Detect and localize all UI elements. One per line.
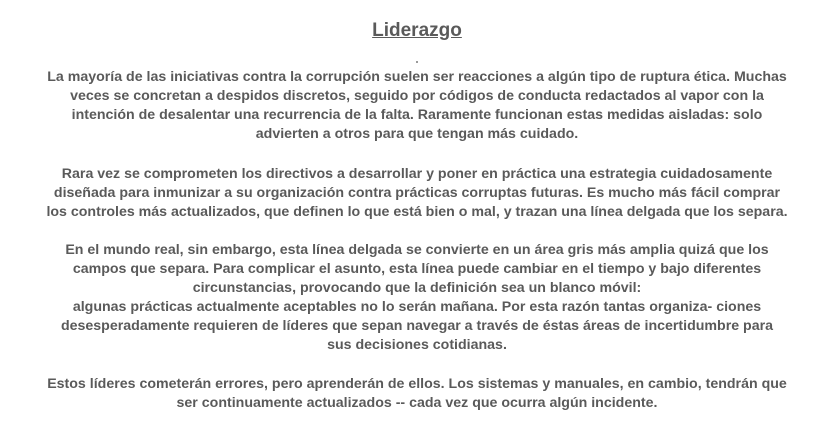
paragraph-2 bbox=[0, 165, 834, 222]
paragraph-line: algunas prácticas actualmente aceptables no lo serán mañana. Por esta razón tantas organiza- ciones bbox=[72, 299, 762, 315]
paragraph-line: diseñada para inmunizar a su organización contra prácticas corruptas futuras. Es mucho más fácil comprar bbox=[53, 185, 781, 201]
paragraph-line: advierten a otros para que tengan más cuidado. bbox=[255, 126, 579, 142]
decorative-dot bbox=[416, 61, 418, 63]
paragraph-line: circunstancias, provocando que la definición sea un blanco móvil: bbox=[192, 280, 642, 296]
paragraph-line: En el mundo real, sin embargo, esta línea delgada se convierte en un área gris más amplia quizá que los bbox=[65, 242, 769, 258]
paragraph-line: intención de desalentar una recurrencia de la falta. Raramente funcionan estas medidas aisladas: solo bbox=[71, 107, 763, 123]
paragraph-line: Rara vez se comprometen los directivos a desarrollar y poner en práctica una estrategia cuidadosamente bbox=[61, 166, 773, 182]
paragraph-line: La mayoría de las iniciativas contra la corrupción suelen ser reacciones a algún tipo de ruptura ética. Muchas bbox=[47, 69, 787, 85]
paragraph-line: desesperadamente requieren de líderes que sepan navegar a través de éstas áreas de incertidumbre para bbox=[60, 318, 774, 334]
paragraph-line: los controles más actualizados, que definen lo que está bien o mal, y trazan una línea delgada que los separa. bbox=[46, 204, 788, 220]
paragraph-4 bbox=[0, 375, 834, 413]
paragraph-line: veces se concretan a despidos discretos, seguido por códigos de conducta redactados al vapor con la bbox=[70, 88, 764, 104]
paragraph-line: campos que separa. Para complicar el asunto, esta línea puede cambiar en el tiempo y bajo diferentes bbox=[72, 261, 762, 277]
page-title: Liderazgo bbox=[372, 20, 462, 41]
paragraph-line: sus decisiones cotidianas. bbox=[327, 337, 507, 353]
paragraph-line: Estos líderes cometerán errores, pero aprenderán de ellos. Los sistemas y manuales, en cambio, tendrán que bbox=[47, 376, 787, 392]
paragraph-line: ser continuamente actualizados -- cada vez que ocurra algún incidente. bbox=[176, 395, 658, 411]
paragraph-3 bbox=[0, 241, 834, 355]
paragraph-1 bbox=[0, 68, 834, 144]
